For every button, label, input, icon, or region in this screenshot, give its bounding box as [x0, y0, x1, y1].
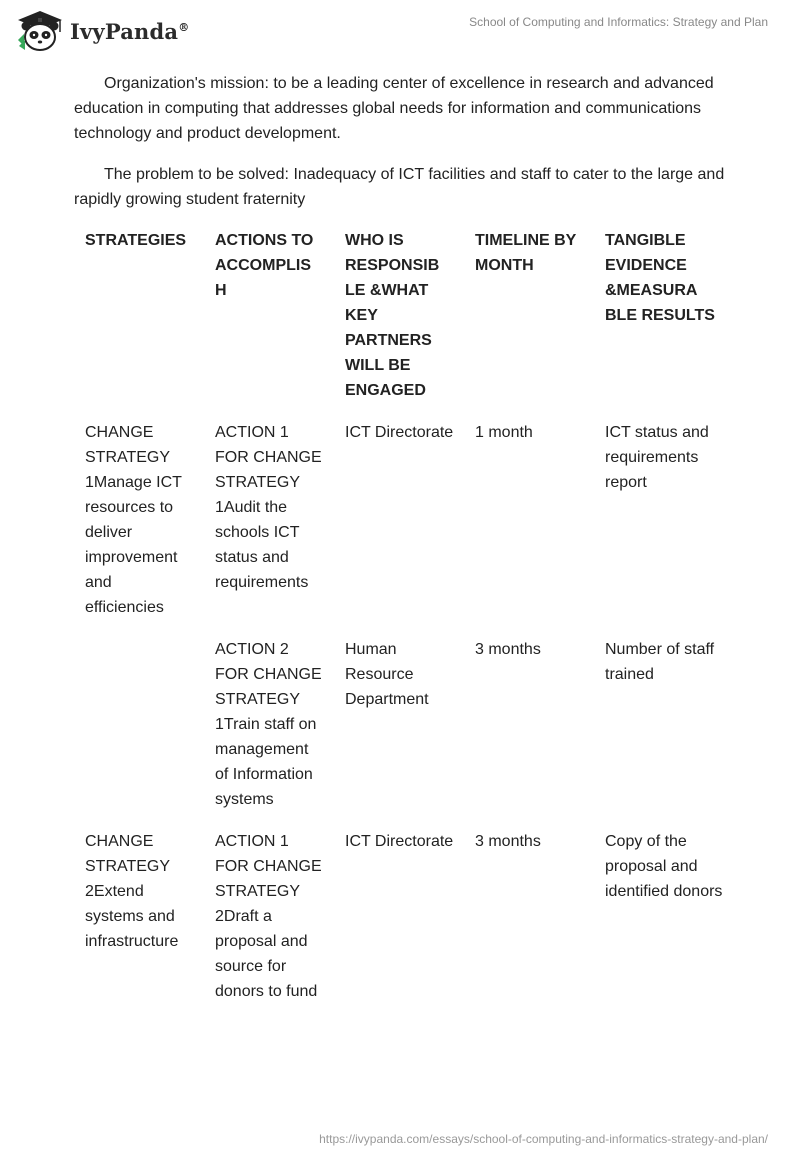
table-cell: CHANGE STRATEGY 1Manage ICT resources to deliver improvement and efficiencies [85, 424, 182, 616]
page-header [0, 0, 800, 60]
column-header: ACTIONS TO ACCOMPLIS H [215, 232, 314, 299]
table-row [74, 420, 734, 637]
column-header: WHO IS RESPONSIB LE &WHAT KEY PARTNERS WILL BE ENGAGED [345, 232, 440, 399]
brand-logo[interactable] [16, 10, 189, 52]
table-cell: ICT Directorate [345, 833, 454, 850]
brand-name: IvyPanda® [70, 18, 190, 44]
document-body [74, 71, 734, 1021]
table-header-row [74, 228, 734, 420]
table-cell: ACTION 2 FOR CHANGE STRATEGY 1Train staff on management of Information systems [215, 641, 322, 808]
table-cell: Human Resource Department [345, 641, 429, 708]
column-header: TANGIBLE EVIDENCE &MEASURA BLE RESULTS [605, 232, 715, 324]
table-cell: 1 month [475, 424, 533, 441]
problem-paragraph: The problem to be solved: Inadequacy of ICT facilities and staff to cater to the large and rapidly growing student fraternity [74, 166, 725, 208]
table-cell: ACTION 1 FOR CHANGE STRATEGY 1Audit the schools ICT status and requirements [215, 424, 322, 591]
table-cell: Copy of the proposal and identified donors [605, 833, 723, 900]
document-title: School of Computing and Informatics: Strategy and Plan [469, 15, 768, 29]
column-header: TIMELINE BY MONTH [475, 232, 577, 274]
table-cell: Number of staff trained [605, 641, 715, 683]
table-cell [74, 637, 204, 829]
table-cell: 3 months [475, 641, 541, 658]
table-row [74, 829, 734, 1021]
column-header: STRATEGIES [85, 232, 187, 249]
table-cell: ACTION 1 FOR CHANGE STRATEGY 2Draft a proposal and source for donors to fund [215, 833, 322, 1000]
mission-paragraph: Organization's mission: to be a leading center of excellence in research and advanced education in computing that addresses global needs for information and communications technology and product development. [74, 75, 714, 142]
source-url[interactable]: https://ivypanda.com/essays/school-of-computing-and-informatics-strategy-and-plan/ [319, 1132, 768, 1146]
table-cell: ICT Directorate [345, 424, 454, 441]
panda-graduate-icon [16, 10, 64, 52]
table-cell: CHANGE STRATEGY 2Extend systems and infrastructure [85, 833, 179, 950]
strategy-table [74, 228, 734, 1021]
table-cell: 3 months [475, 833, 541, 850]
table-cell: ICT status and requirements report [605, 424, 709, 491]
table-row [74, 637, 734, 829]
